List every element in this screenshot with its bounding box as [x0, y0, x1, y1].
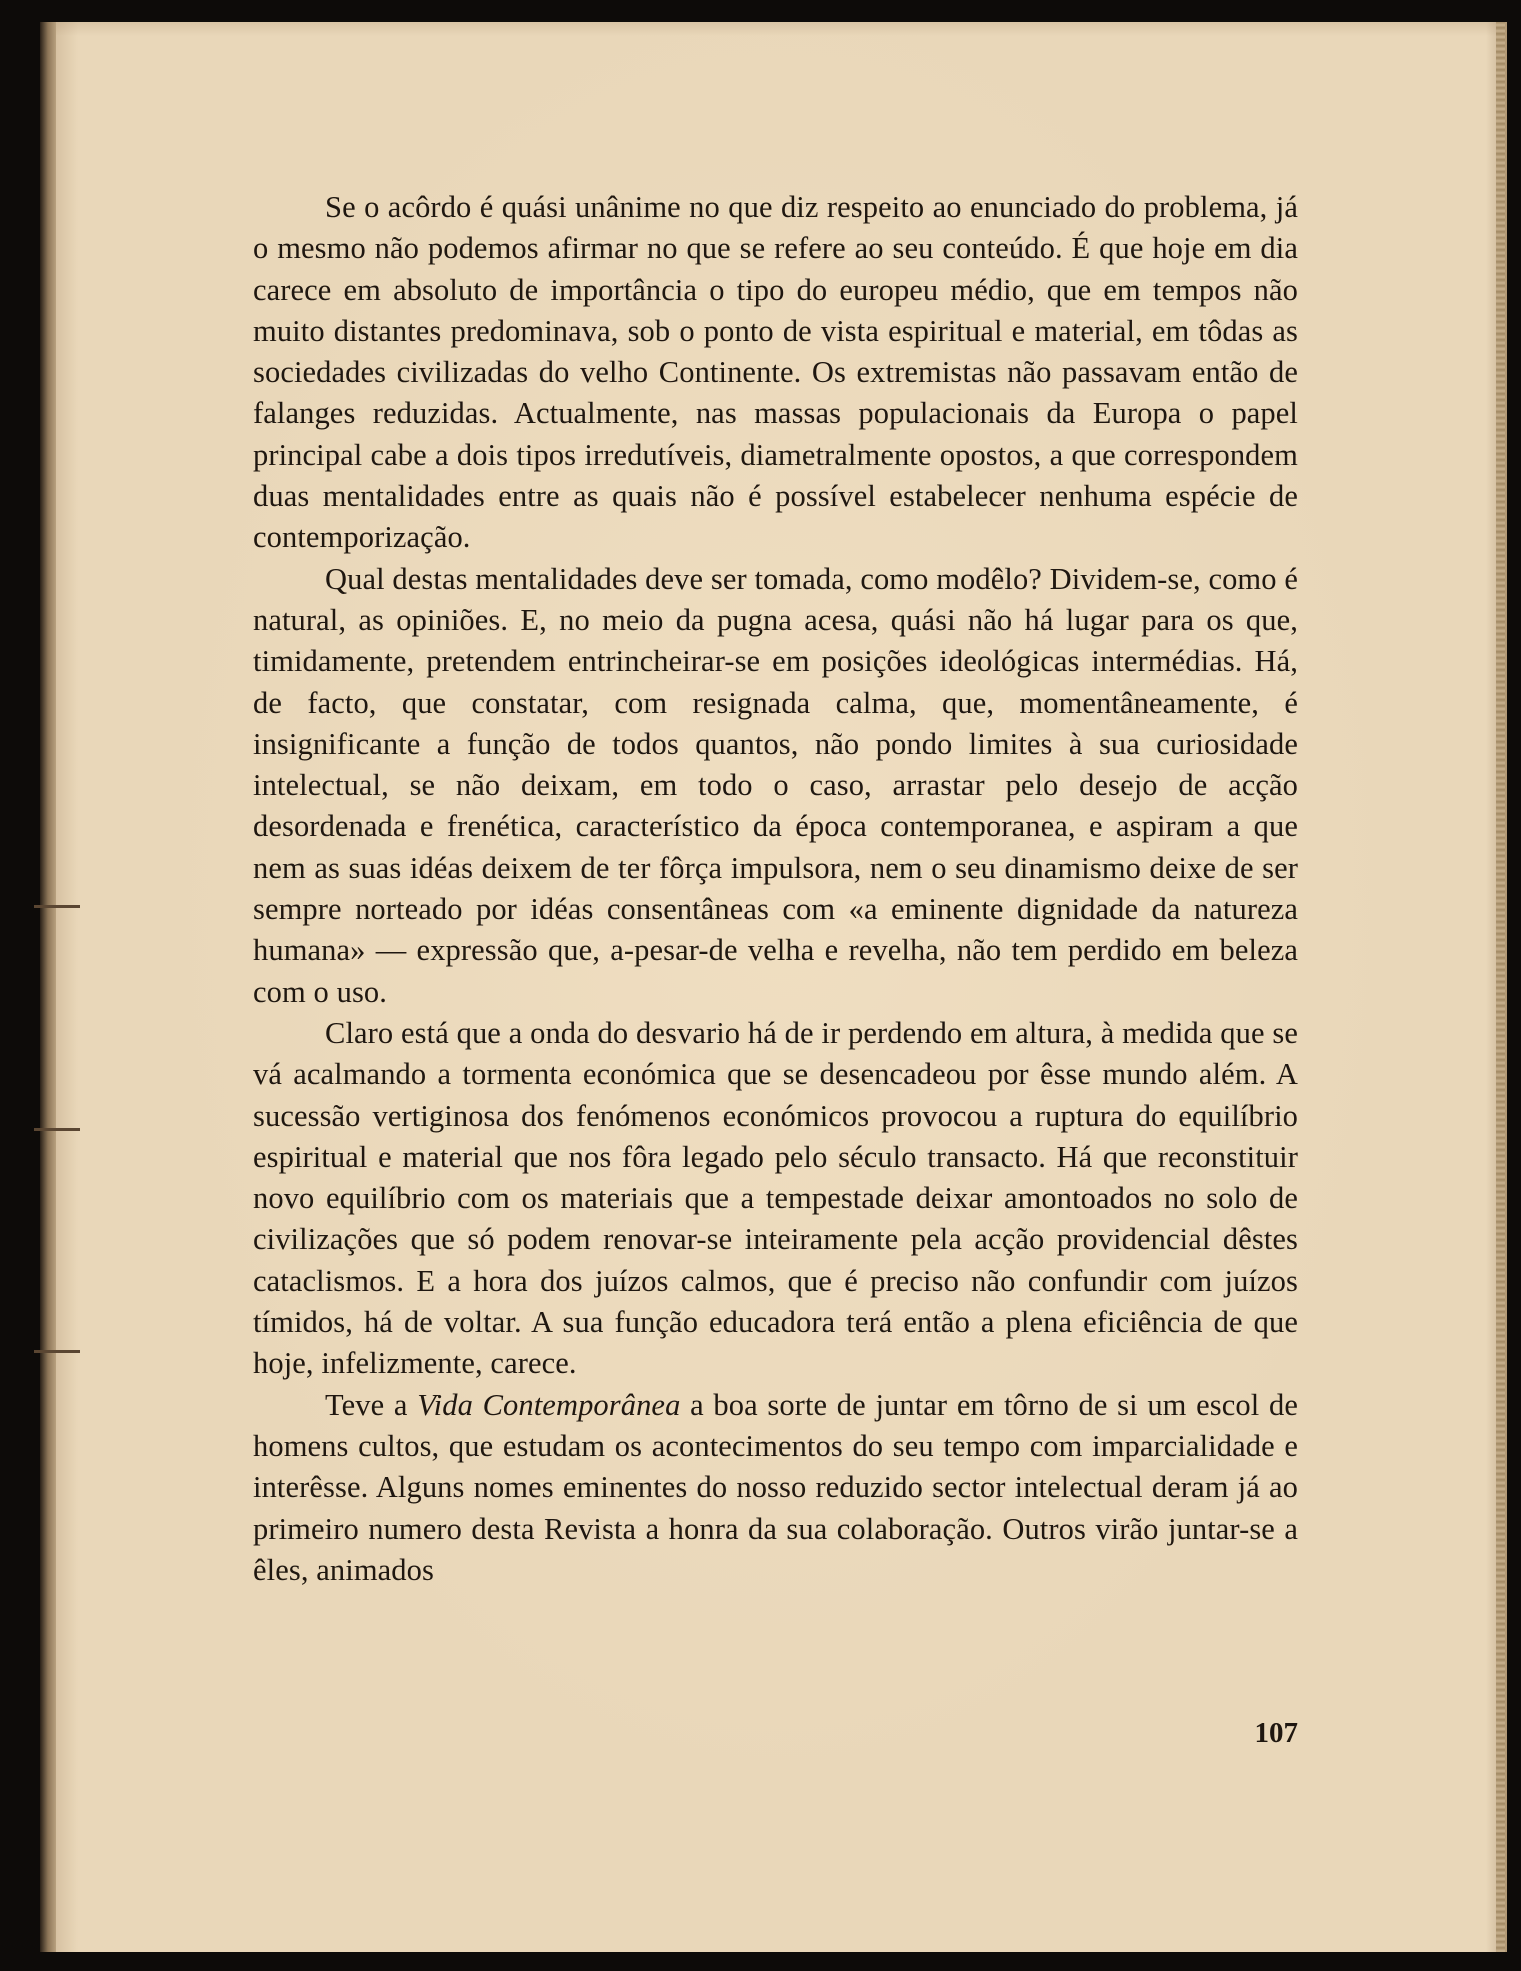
binding-stitch [34, 905, 80, 908]
paragraph-4-lead: Teve a [325, 1387, 418, 1422]
page-edge [1496, 22, 1505, 1952]
binding-stitch [34, 1128, 80, 1131]
journal-title: Vida Contemporânea [417, 1387, 681, 1422]
paragraph-3: Claro está que a onda do desvario há de ir perdendo em altura, à medida que se vá acalmando a tormenta económica que se desencadeou por êsse mundo além. A sucessão vertiginosa dos fenómenos económicos provocou a ruptura do equilíbrio espiritual e material que nos fôra legado pelo século transacto. Há que reconstituir novo equilíbrio com os materiais que a tempestade deixar amontoados no solo de civilizações que só podem renovar-se inteiramente pela acção providencial dêstes cataclismos. E a hora dos juízos calmos, que é preciso não confundir com juízos tímidos, há de voltar. A sua função educadora terá então a plena eficiência de que hoje, infelizmente, carece. [253, 1015, 1298, 1381]
paragraph-1: Se o acôrdo é quási unânime no que diz respeito ao enunciado do problema, já o mesmo não podemos afirmar no que se refere ao seu conteúdo. É que hoje em dia carece em absoluto de importância o tipo do europeu médio, que em tempos não muito distantes predominava, sob o ponto de vista espiritual e material, em tôdas as sociedades civilizadas do velho Continente. Os extremistas não passavam então de falanges reduzidas. Actualmente, nas massas populacionais da Europa o papel principal cabe a dois tipos irredutíveis, diametralmente opostos, a que correspondem duas mentalidades entre as quais não é possível estabelecer nenhuma espécie de contemporização. [253, 190, 1298, 555]
binding-stitch [34, 1350, 80, 1353]
page-number: 107 [1254, 1717, 1298, 1749]
paragraph-4-rest: a boa sorte de juntar em tôrno de si um escol de homens cultos, que estudam os acontecimentos do seu tempo com imparcialidade e interêsse. Alguns nomes eminentes do nosso reduzido sector intelectual deram já ao primeiro numero desta Revista a honra da sua colaboração. Outros virão juntar-se a êles, animados [253, 1387, 1298, 1587]
paragraph-4 [253, 1385, 1298, 1591]
body-text [253, 187, 1298, 1591]
paragraph-2: Qual destas mentalidades deve ser tomada, como modêlo? Dividem-se, como é natural, as opiniões. E, no meio da pugna acesa, quási não há lugar para os que, timidamente, pretendem entrincheirar-se em posições ideológicas intermédias. Há, de facto, que constatar, com resignada calma, que, momentâneamente, é insignificante a função de todos quantos, não pondo limites à sua curiosidade intelectual, se não deixam, em todo o caso, arrastar pelo desejo de acção desordenada e frenética, característico da época contemporanea, e aspiram a que nem as suas idéas deixem de ter fôrça impulsora, nem o seu dinamismo deixe de ser sempre norteado por idéas consentâneas com «a eminente dignidade da natureza humana» — expressão que, a-pesar-de velha e revelha, não tem perdido em beleza com o uso. [253, 561, 1298, 1009]
